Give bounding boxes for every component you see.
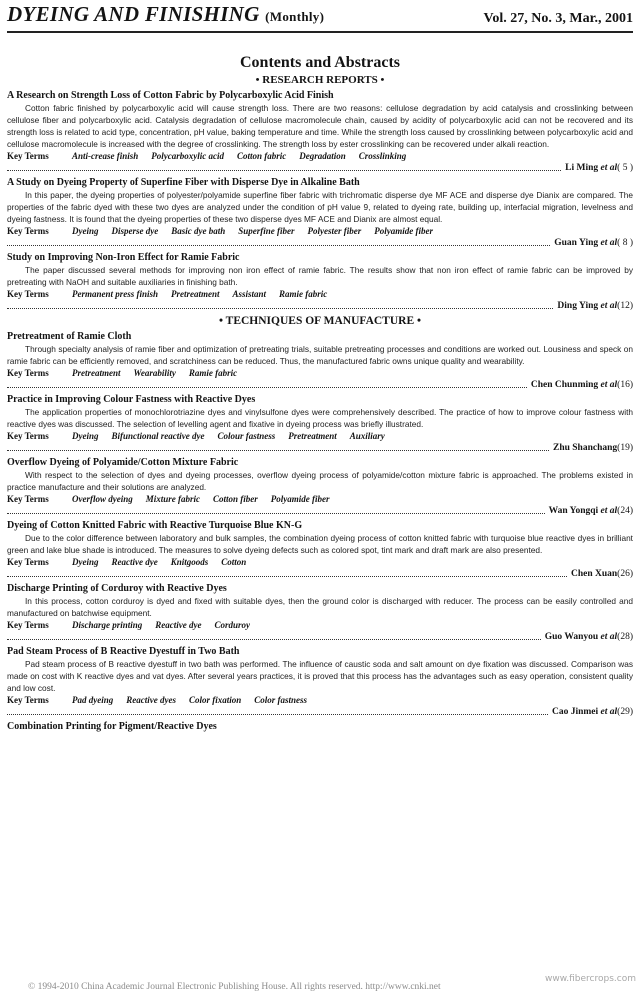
key-term: Basic dye bath: [171, 226, 226, 236]
key-terms-row: [7, 493, 633, 505]
author-name: [571, 568, 617, 580]
key-terms-label: Key Terms: [7, 557, 49, 567]
author-etal: et al: [600, 238, 618, 248]
key-terms-label: Key Terms: [7, 695, 49, 705]
journal-name: [7, 1, 324, 30]
author-name: [565, 162, 617, 174]
section-title: • RESEARCH REPORTS •: [255, 74, 385, 86]
author-name-text: Zhu Shanchang: [553, 443, 618, 453]
article-entry: [7, 721, 633, 733]
key-term: Anti-crease finish: [72, 151, 139, 161]
article-title[interactable]: A Study on Dyeing Property of Superfine Fiber with Disperse Dye in Alkaline Bath: [7, 177, 360, 188]
author-name: [549, 505, 618, 517]
article-entry: [7, 583, 633, 643]
key-terms-label: Key Terms: [7, 226, 49, 236]
author-etal: et al: [600, 301, 618, 311]
article-title[interactable]: Practice in Improving Colour Fastness with Reactive Dyes: [7, 394, 256, 405]
author-line: [7, 379, 633, 391]
dot-leader: [7, 714, 548, 715]
key-term: Colour fastness: [217, 431, 276, 441]
article-title[interactable]: Overflow Dyeing of Polyamide/Cotton Mixture Fabric: [7, 457, 239, 468]
page-number: ( 5 ): [617, 163, 633, 173]
key-term: Superfine fiber: [238, 226, 295, 236]
article-entry: [7, 90, 633, 174]
author-line: [7, 300, 633, 312]
author-etal: et al: [600, 707, 618, 717]
author-line: [7, 237, 633, 249]
key-term: Overflow dyeing: [72, 494, 133, 504]
key-term: Polyamide fiber: [270, 494, 330, 504]
key-term: Color fixation: [188, 695, 242, 705]
key-term: Pretreatment: [288, 431, 337, 441]
key-term: Polyamide fiber: [374, 226, 433, 236]
key-term: Polycarboxylic acid: [151, 151, 224, 161]
key-term: Dyeing: [72, 557, 99, 567]
key-term: Degradation: [299, 151, 346, 161]
key-term: Assistant: [232, 289, 267, 299]
article-title[interactable]: Pad Steam Process of B Reactive Dyestuff in Two Bath: [7, 646, 240, 657]
key-term: Ramie fabric: [188, 368, 238, 378]
author-etal: et al: [600, 632, 618, 642]
article-abstract: Through specialty analysis of ramie fiber and optimization of pretreating trials, suitable pretreating processes and conditions are worked out. Lousiness and speck on ramie fabric can be efficiently removed, and scratchiness can be reduced. Thus, the manufactured fabric owns unique quality and wearability.: [7, 344, 633, 366]
key-term: Cotton fabric: [237, 151, 287, 161]
journal-frequency: (Monthly): [265, 9, 325, 24]
contents-title: Contents and Abstracts: [239, 54, 400, 71]
key-terms-label: Key Terms: [7, 368, 49, 378]
key-term: Cotton: [221, 557, 247, 567]
key-term: Mixture fabric: [145, 494, 201, 504]
dot-leader: [7, 387, 527, 388]
author-line: [7, 162, 633, 174]
contents-list: [7, 74, 633, 733]
article-abstract: Due to the color difference between laboratory and bulk samples, the combination dyeing process of cotton knitted fabric with turquoise blue reactive dyes in brilliant green and lake blue shade is introduced. The measures to solve dyeing defects such as colored spot, tint mark and draft mark are also presented.: [7, 533, 633, 555]
author-line: [7, 442, 633, 454]
article-entry: [7, 177, 633, 249]
key-terms-row: [7, 556, 633, 568]
key-term: Knitgoods: [170, 557, 209, 567]
author-etal: et al: [600, 163, 618, 173]
key-term: Wearability: [133, 368, 176, 378]
article-abstract: In this paper, the dyeing properties of polyester/polyamide superfine fiber fabric with trichromatic disperse dye MF ACE and disperse dye Dianix are compared. The properties of the fabric dyed with these two dyes are analyzed under the condition of pH value 9, related to dyeing rate, building up, interfacial migration, levelness and dyeing fastness. It is found that the dyeing properties of these two disperse dyes MF ACE and Dianix are almost equal.: [7, 190, 633, 224]
key-term: Bifunctional reactive dye: [111, 431, 205, 441]
key-term: Crosslinking: [358, 151, 407, 161]
key-term: Color fastness: [254, 695, 308, 705]
author-name-text: Ding Ying: [557, 301, 599, 311]
article-entry: [7, 520, 633, 580]
key-term: Pretreatment: [72, 368, 121, 378]
key-terms-row: [7, 288, 633, 300]
dot-leader: [7, 639, 541, 640]
article-entry: [7, 457, 633, 517]
author-name-text: Guan Ying: [554, 238, 599, 248]
page-number: (24): [617, 506, 633, 516]
article-abstract: Pad steam process of B reactive dyestuff in two bath was performed. The influence of caustic soda and salt amount on dye fixation was discussed. Comparison was made on cost with K reactive dyes and vat dyes. After several years practices, it is proved that this process has the advantages such as easy operation, consistent quality and low cost.: [7, 659, 633, 693]
key-term: Corduroy: [214, 620, 251, 630]
page-number: (29): [617, 707, 633, 717]
author-name: [552, 706, 617, 718]
key-terms-row: [7, 367, 633, 379]
key-terms-row: [7, 225, 633, 237]
key-term: Disperse dye: [111, 226, 159, 236]
key-terms-label: Key Terms: [7, 289, 49, 299]
key-term: Dyeing: [72, 431, 99, 441]
dot-leader: [7, 576, 567, 577]
author-line: [7, 631, 633, 643]
article-abstract: The paper discussed several methods for improving non iron effect of ramie fabric. The results show that non iron effect of ramie fabric can be improved by pretreating with NaOH and suitable auxiliaries in finishing bath.: [7, 265, 633, 287]
author-name-text: Guo Wanyou: [544, 632, 599, 642]
article-entry: [7, 394, 633, 454]
author-etal: et al: [600, 506, 618, 516]
journal-page: [7, 0, 633, 733]
author-name-text: Wan Yongqi: [548, 506, 599, 516]
page-number: (26): [617, 569, 633, 579]
author-name-text: Cao Jinmei: [551, 707, 599, 717]
key-terms-row: [7, 150, 633, 162]
key-terms-row: [7, 430, 633, 442]
author-name: [531, 379, 617, 391]
key-term: Auxiliary: [349, 431, 385, 441]
key-term: Discharge printing: [72, 620, 143, 630]
key-term: Pretreatment: [171, 289, 220, 299]
key-term: Ramie fabric: [279, 289, 328, 299]
issue-info: Vol. 27, No. 3, Mar., 2001: [483, 11, 633, 26]
author-name: [554, 237, 617, 249]
key-terms-label: Key Terms: [7, 151, 49, 161]
key-term: Reactive dye: [155, 620, 202, 630]
dot-leader: [7, 513, 545, 514]
journal-name-text: DYEING AND FINISHING: [7, 2, 260, 26]
article-abstract: In this process, cotton corduroy is dyed and fixed with suitable dyes, then the ground color is discharged with reducer. The process can be easily controlled and manufactured on batchwise equipment.: [7, 596, 633, 618]
article-abstract: Cotton fabric finished by polycarboxylic acid will cause strength loss. There are two reasons: cellulose degradation by acid catalysis and crosslinking between cellulose fiber and polycarboxylic acid. Catalysis degradation of cellulose macromolecule chain, caused by acidity of polycarboxylic acid can not be recovered and its strength loss is related to acid type, concentration, pH value, baking temperature and time. While the strength loss caused by crosslinking between polycarboxylic acid and cellulose macromolecule is increased with the degree of crosslinking. The strength loss by ester crosslinking can be recovered under alkali reaction.: [7, 103, 633, 149]
author-name-text: Chen Chunming: [530, 380, 599, 390]
author-name: [553, 442, 617, 454]
key-terms-label: Key Terms: [7, 494, 49, 504]
key-terms-label: Key Terms: [7, 431, 49, 441]
author-line: [7, 505, 633, 517]
page-number: (16): [617, 380, 633, 390]
page-number: (12): [617, 301, 633, 311]
article-entry: [7, 646, 633, 718]
author-etal: et al: [600, 380, 618, 390]
dot-leader: [7, 245, 550, 246]
key-terms-row: [7, 694, 633, 706]
author-name-text: Chen Xuan: [570, 569, 618, 579]
author-line: [7, 568, 633, 580]
key-term: Polyester fiber: [307, 226, 362, 236]
author-name-text: Li Ming: [565, 163, 599, 173]
article-title[interactable]: A Research on Strength Loss of Cotton Fabric by Polycarboxylic Acid Finish: [7, 90, 334, 101]
section-title: • TECHNIQUES OF MANUFACTURE •: [218, 315, 422, 327]
page-number: (28): [617, 632, 633, 642]
key-term: Dyeing: [72, 226, 99, 236]
article-title[interactable]: Discharge Printing of Corduroy with Reactive Dyes: [7, 583, 227, 594]
page-number: (19): [617, 443, 633, 453]
article-entry: [7, 252, 633, 312]
key-term: Pad dyeing: [72, 695, 114, 705]
page-number: ( 8 ): [617, 238, 633, 248]
article-entry: [7, 331, 633, 391]
author-line: [7, 706, 633, 718]
site-watermark: www.fibercrops.com: [545, 974, 636, 984]
dot-leader: [7, 308, 553, 309]
key-terms-row: [7, 619, 633, 631]
dot-leader: [7, 170, 561, 171]
author-name: [557, 300, 617, 312]
dot-leader: [7, 450, 549, 451]
article-title[interactable]: Combination Printing for Pigment/Reactive Dyes: [7, 721, 217, 732]
article-title[interactable]: Pretreatment of Ramie Cloth: [7, 331, 132, 342]
article-abstract: With respect to the selection of dyes and dyeing processes, overflow dyeing process of polyamide/cotton mixture fabric is approached. The problems existed in practice manufacture and their solutions are analyzed.: [7, 470, 633, 492]
key-term: Cotton fiber: [213, 494, 258, 504]
key-term: Reactive dye: [111, 557, 158, 567]
article-title[interactable]: Study on Improving Non-Iron Effect for Ramie Fabric: [7, 252, 240, 263]
key-term: Permanent press finish: [72, 289, 159, 299]
article-abstract: The application properties of monochlorotriazine dyes and vinylsulfone dyes were comprehensively described. The practice of how to improve colour fastness with reactive dyes was discussed. The selection of levelling agent and fixative in dyeing process was briefly illustrated.: [7, 407, 633, 429]
key-terms-label: Key Terms: [7, 620, 49, 630]
copyright-footer: © 1994-2010 China Academic Journal Electronic Publishing House. All rights reserved. http://www.cnki.net: [28, 982, 441, 992]
author-name: [545, 631, 617, 643]
article-title[interactable]: Dyeing of Cotton Knitted Fabric with Reactive Turquoise Blue KN-G: [7, 520, 303, 531]
masthead: [7, 0, 633, 33]
key-term: Reactive dyes: [126, 695, 176, 705]
